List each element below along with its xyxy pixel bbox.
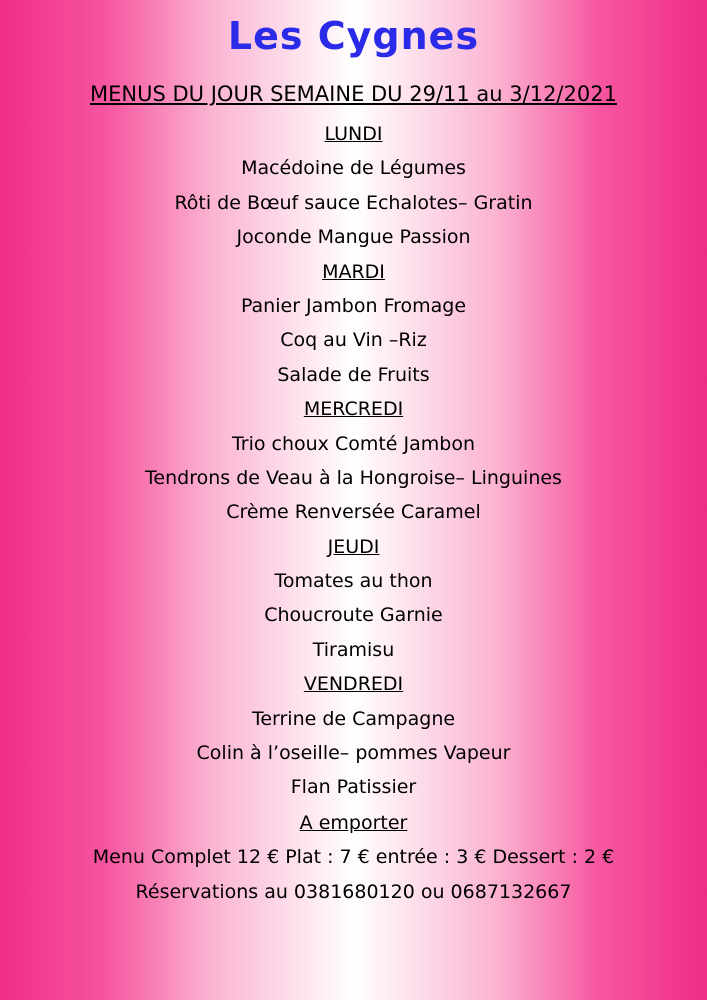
day-section-vendredi (0, 667, 707, 805)
price-list: Menu Complet 12 € Plat : 7 € entrée : 3 € Dessert : 2 € (92, 846, 615, 869)
dish: Macédoine de Légumes (241, 157, 466, 180)
day-heading: LUNDI (324, 123, 383, 145)
dish: Choucroute Garnie (264, 604, 443, 627)
day-section-mardi (0, 255, 707, 393)
week-subtitle: MENUS DU JOUR SEMAINE DU 29/11 au 3/12/2021 (90, 82, 617, 106)
day-section-mercredi (0, 392, 707, 530)
dish: Crème Renversée Caramel (226, 501, 481, 524)
dish: Tomates au thon (274, 570, 433, 593)
takeaway-heading: A emporter (299, 812, 408, 834)
day-heading: JEUDI (327, 535, 380, 558)
dish: Salade de Fruits (277, 363, 430, 386)
dish: Tendrons de Veau à la Hongroise– Linguines (145, 466, 562, 489)
dish: Colin à l’oseille– pommes Vapeur (196, 742, 511, 765)
dish: Flan Patissier (290, 776, 417, 799)
dish: Terrine de Campagne (251, 707, 456, 730)
day-section-lundi (0, 117, 707, 255)
reservation-phones: Réservations au 0381680120 ou 0687132667 (135, 880, 572, 903)
dish: Tiramisu (312, 638, 395, 661)
daily-menus (0, 117, 707, 805)
day-section-jeudi (0, 530, 707, 668)
dish: Panier Jambon Fromage (240, 294, 467, 317)
restaurant-title: Les Cygnes (227, 14, 480, 58)
day-heading: VENDREDI (303, 673, 404, 696)
dish: Joconde Mangue Passion (236, 226, 471, 249)
day-heading: MERCREDI (303, 398, 404, 421)
dish: Trio choux Comté Jambon (231, 432, 476, 455)
dish: Rôti de Bœuf sauce Echalotes– Gratin (174, 191, 533, 214)
dish: Coq au Vin –Riz (280, 329, 427, 352)
takeaway-section (0, 806, 707, 909)
day-heading: MARDI (322, 260, 385, 283)
